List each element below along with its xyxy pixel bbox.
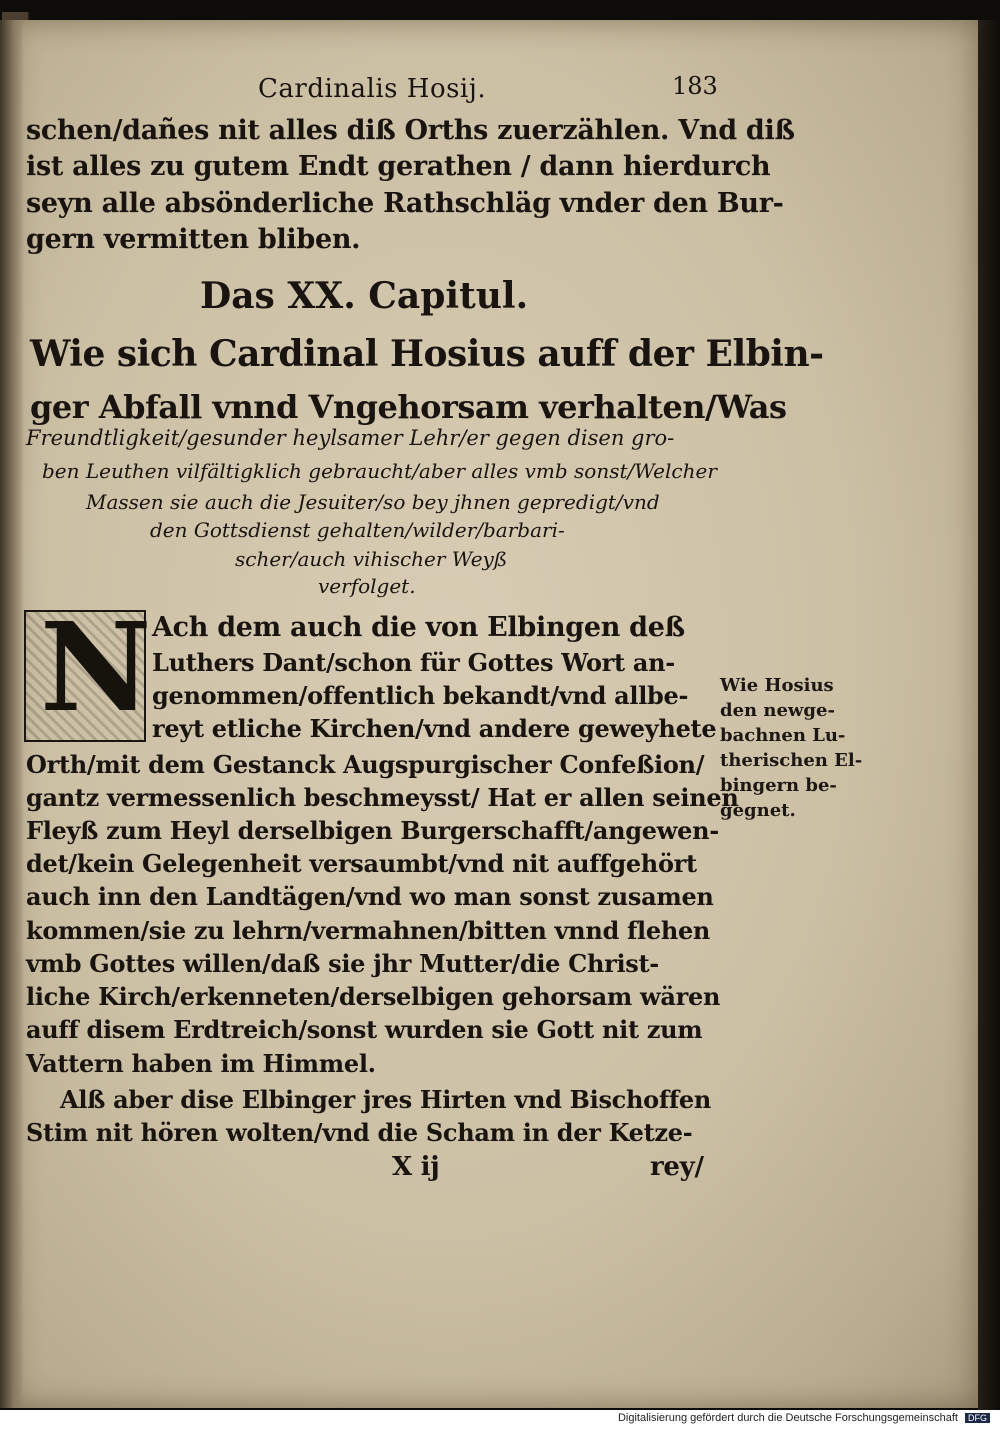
top-text-line: ist alles zu gutem Endt gerathen / dann hierdurch (26, 151, 771, 182)
chapter-heading: Das XX. Capitul. (200, 275, 529, 317)
body-text-line: Vattern haben im Himmel. (26, 1049, 376, 1078)
signature-mark: X ij (392, 1152, 440, 1182)
footer-text: Digitalisierung gefördert durch die Deutsche Forschungsgemeinschaft (617, 1412, 958, 1424)
marginal-note-line: den newge- (720, 700, 835, 721)
body-text-line: liche Kirch/erkenneten/derselbigen gehorsam wären (26, 982, 721, 1011)
marginal-note-line: therischen El- (720, 750, 863, 771)
body-text-line: Luthers Dant/schon für Gottes Wort an- (152, 648, 675, 677)
marginal-note-line: bachnen Lu- (720, 725, 846, 746)
body-text-line: Ach dem auch die von Elbingen deß (152, 612, 685, 643)
page-gutter (0, 20, 24, 1408)
body-text-line: auch inn den Landtägen/vnd wo man sonst zusamen (26, 882, 714, 911)
body-text-line: Alß aber dise Elbinger jres Hirten vnd Bischoffen (60, 1085, 712, 1114)
chapter-summary-line: Freundtligkeit/gesunder heylsamer Lehr/er gegen disen gro- (26, 426, 675, 450)
top-text-line: gern vermitten bliben. (26, 224, 361, 255)
body-text-line: genommen/offentlich bekandt/vnd allbe- (152, 681, 689, 710)
chapter-summary-line: den Gottsdienst gehalten/wilder/barbari- (150, 518, 565, 542)
page-edge (978, 20, 1000, 1410)
marginal-note-line: gegnet. (720, 800, 796, 821)
body-text-line: auff disem Erdtreich/sonst wurden sie Gott nit zum (26, 1015, 703, 1044)
body-text-line: det/kein Gelegenheit versaumbt/vnd nit auffgehört (26, 849, 697, 878)
chapter-summary-line: ben Leuthen vilfältigklich gebraucht/aber alles vmb sonst/Welcher (42, 459, 717, 483)
initial-letter: N (40, 595, 152, 739)
chapter-summary-line: Wie sich Cardinal Hosius auff der Elbin- (30, 333, 824, 375)
chapter-summary-line: ger Abfall vnnd Vngehorsam verhalten/Was (30, 388, 787, 426)
decorated-initial (24, 595, 152, 742)
body-text-line: vmb Gottes willen/daß sie jhr Mutter/die Christ- (26, 949, 659, 978)
top-text-line: schen/dañes nit alles diß Orths zuerzählen. Vnd diß (26, 115, 795, 146)
catchword: rey/ (650, 1152, 704, 1182)
body-text-line: kommen/sie zu lehrn/vermahnen/bitten vnnd flehen (26, 916, 711, 945)
body-text-line: Stim nit hören wolten/vnd die Scham in der Ketze- (26, 1118, 693, 1147)
page-number: 183 (672, 72, 718, 100)
marginal-note-line: bingern be- (720, 775, 837, 796)
chapter-summary-line: Massen sie auch die Jesuiter/so bey jhnen gepredigt/vnd (86, 490, 660, 514)
body-text-line: Fleyß zum Heyl derselbigen Burgerschafft/angewen- (26, 816, 719, 845)
chapter-summary-line: scher/auch vihischer Weyß (235, 547, 508, 571)
top-text-line: seyn alle absönderliche Rathschläg vnder den Bur- (26, 188, 784, 219)
running-title: Cardinalis Hosij. (258, 74, 487, 104)
dfg-logo: DFG (965, 1413, 990, 1423)
body-text-line: gantz vermessenlich beschmeysst/ Hat er allen seinen (26, 783, 739, 812)
marginal-note-line: Wie Hosius (720, 675, 834, 696)
body-text-line: reyt etliche Kirchen/vnd andere geweyhete (152, 714, 717, 743)
body-text-line: Orth/mit dem Gestanck Augspurgischer Confeßion/ (26, 750, 705, 779)
digitization-footer (618, 1412, 990, 1424)
chapter-summary-line: verfolget. (318, 574, 416, 598)
